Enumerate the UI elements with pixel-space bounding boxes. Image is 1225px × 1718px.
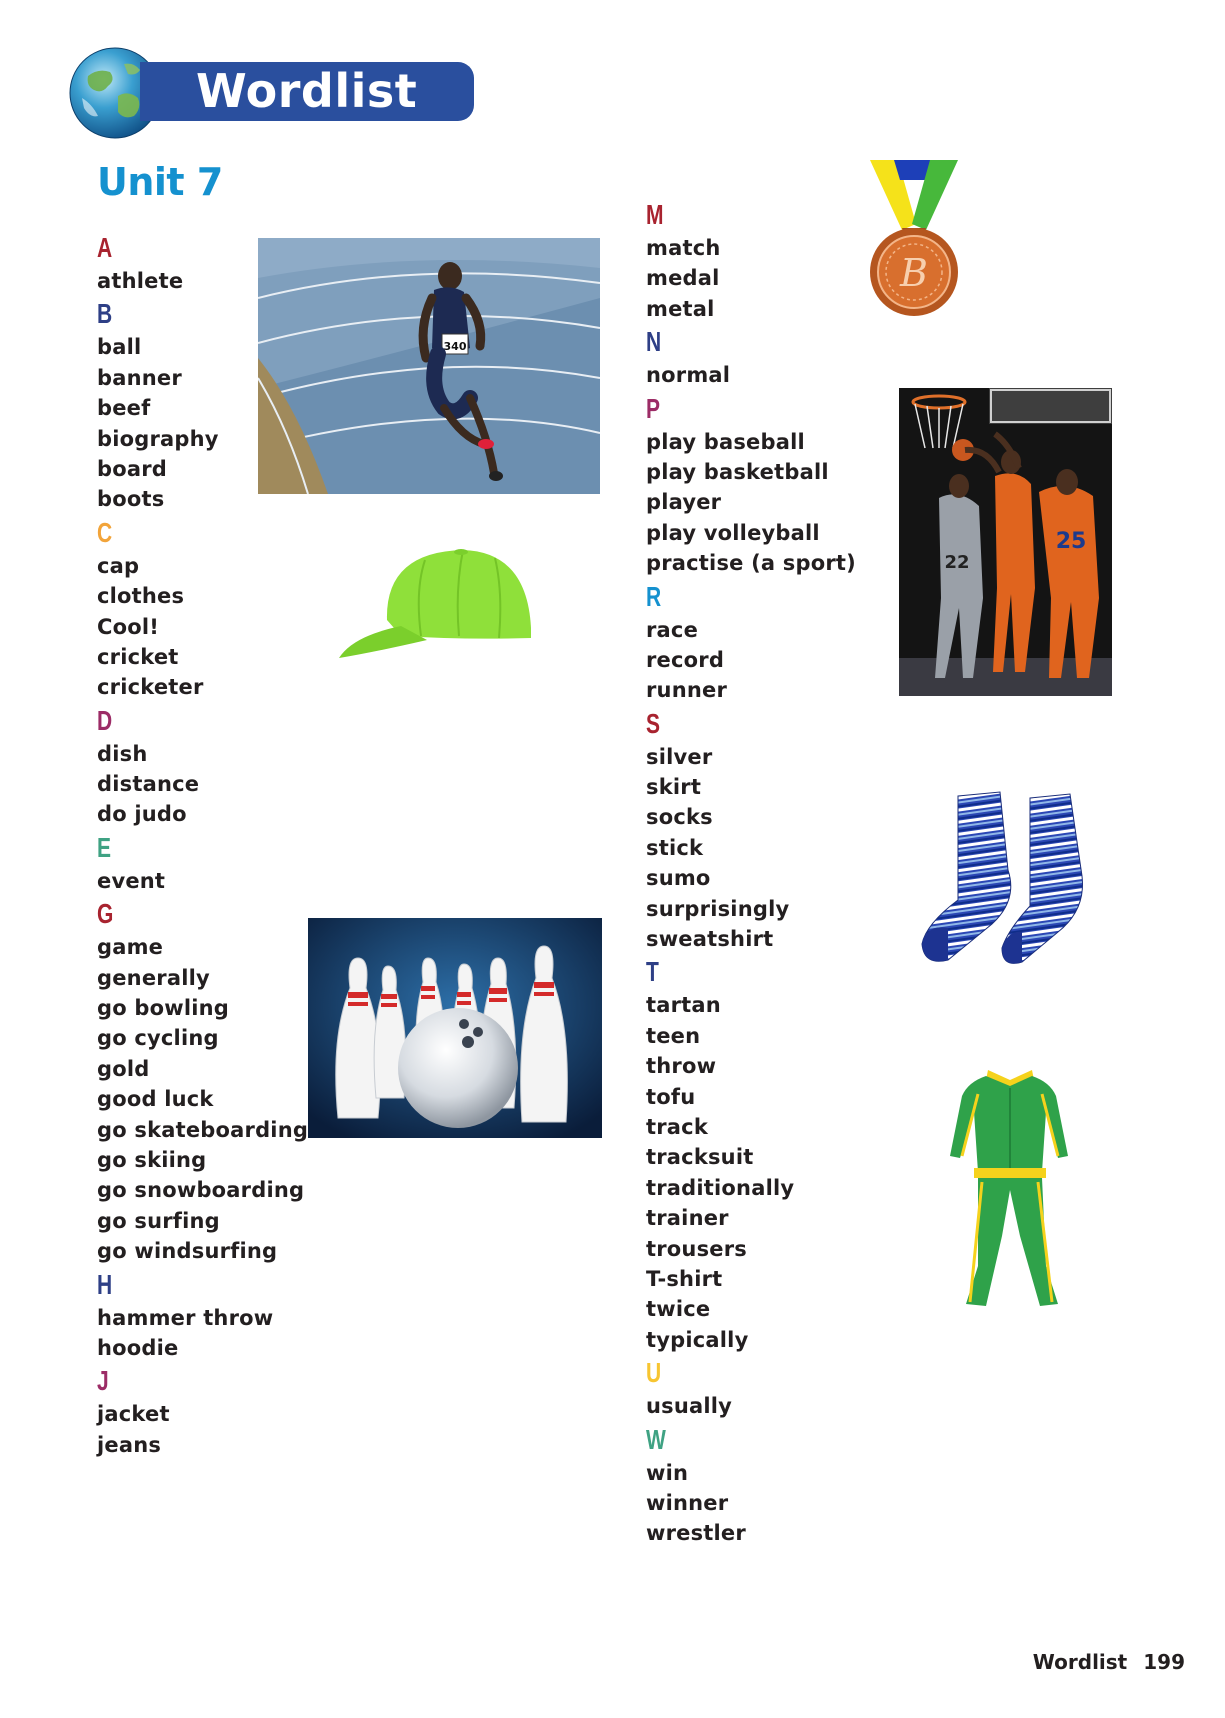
- section-letter: J: [97, 1365, 109, 1397]
- word-item: good luck: [97, 1087, 214, 1112]
- section-letter: M: [646, 199, 664, 230]
- word-item: clothes: [97, 584, 185, 609]
- word-item: hammer throw: [97, 1305, 274, 1330]
- letter-section-m: [646, 197, 856, 324]
- word-item: dish: [97, 741, 148, 766]
- word-item: skirt: [646, 775, 702, 800]
- letter-section-u: [646, 1355, 856, 1421]
- word-item: distance: [97, 772, 200, 797]
- word-item: trainer: [646, 1206, 729, 1231]
- word-item: teen: [646, 1023, 701, 1048]
- word-item: cap: [97, 553, 140, 578]
- letter-section-g: [97, 896, 308, 1266]
- section-letter: T: [646, 956, 659, 988]
- word-item: traditionally: [646, 1175, 795, 1200]
- bib-number: 340: [443, 340, 467, 353]
- wordlist-right-column: [646, 197, 856, 1549]
- letter-section-t: [646, 954, 856, 1355]
- word-item: boots: [97, 487, 165, 512]
- word-item: tracksuit: [646, 1145, 754, 1170]
- word-item: athlete: [97, 269, 184, 293]
- page-title: Wordlist: [196, 64, 418, 118]
- section-letter: N: [646, 326, 662, 358]
- word-item: sumo: [646, 866, 711, 891]
- word-item: play baseball: [646, 429, 805, 454]
- jersey-number-1: 22: [944, 552, 970, 573]
- word-item: go surfing: [97, 1208, 220, 1233]
- word-item: throw: [646, 1054, 717, 1079]
- word-item: generally: [97, 965, 210, 990]
- section-letter: W: [646, 1423, 666, 1455]
- unit-title: Unit 7: [97, 160, 223, 204]
- word-item: usually: [646, 1394, 733, 1419]
- section-letter: D: [97, 704, 113, 736]
- section-letter: P: [646, 392, 661, 424]
- tracksuit-image: [948, 1066, 1072, 1314]
- word-item: player: [646, 490, 722, 515]
- word-item: twice: [646, 1297, 711, 1322]
- word-item: win: [646, 1460, 689, 1485]
- word-item: metal: [646, 296, 715, 321]
- section-letter: G: [97, 898, 114, 930]
- word-item: banner: [97, 365, 182, 390]
- letter-section-p: [646, 391, 856, 579]
- word-item: go snowboarding: [97, 1178, 305, 1203]
- basketball-photo: [899, 388, 1112, 696]
- section-letter: H: [97, 1268, 113, 1300]
- medal-image: [864, 154, 964, 320]
- word-item: winner: [646, 1490, 729, 1515]
- letter-section-h: [97, 1267, 308, 1364]
- word-item: record: [646, 647, 725, 672]
- word-item: cricketer: [97, 675, 204, 700]
- word-item: track: [646, 1114, 708, 1139]
- letter-section-e: [97, 830, 308, 896]
- word-item: go bowling: [97, 996, 230, 1021]
- word-item: normal: [646, 363, 731, 388]
- word-item: biography: [97, 426, 219, 451]
- section-letter: A: [97, 232, 113, 263]
- word-item: sweatshirt: [646, 927, 774, 952]
- section-letter: U: [646, 1357, 662, 1389]
- word-item: runner: [646, 678, 728, 703]
- section-letter: E: [97, 831, 112, 863]
- word-item: T-shirt: [646, 1266, 723, 1291]
- letter-section-n: [646, 324, 856, 390]
- word-item: do judo: [97, 802, 187, 827]
- word-item: tartan: [646, 993, 721, 1018]
- word-item: wrestler: [646, 1521, 746, 1546]
- word-item: tofu: [646, 1084, 696, 1109]
- word-item: silver: [646, 744, 713, 769]
- letter-section-r: [646, 579, 856, 706]
- word-item: match: [646, 236, 721, 260]
- word-item: go skateboarding: [97, 1117, 309, 1142]
- letter-section-d: [97, 703, 308, 830]
- word-item: jacket: [97, 1402, 170, 1427]
- word-item: trousers: [646, 1236, 747, 1261]
- word-item: play basketball: [646, 459, 829, 484]
- page-footer: [1033, 1650, 1185, 1674]
- socks-image: [918, 790, 1104, 968]
- word-item: event: [97, 868, 166, 893]
- word-item: ball: [97, 335, 142, 360]
- word-item: socks: [646, 805, 713, 830]
- cap-image: [335, 540, 535, 662]
- section-letter: B: [97, 298, 113, 330]
- word-item: Cool!: [97, 614, 160, 639]
- letter-section-w: [646, 1422, 856, 1549]
- section-letter: R: [646, 580, 662, 612]
- footer-label: Wordlist: [1032, 1650, 1128, 1674]
- section-letter: S: [646, 707, 661, 739]
- word-item: cricket: [97, 644, 179, 669]
- word-item: typically: [646, 1327, 749, 1352]
- word-item: go cycling: [97, 1026, 219, 1051]
- word-item: beef: [97, 396, 151, 421]
- bowling-photo: [308, 918, 602, 1138]
- word-item: play volleyball: [646, 520, 820, 545]
- word-item: gold: [97, 1056, 150, 1081]
- word-item: go skiing: [97, 1147, 207, 1172]
- letter-section-s: [646, 706, 856, 955]
- medal-letter: B: [900, 251, 928, 295]
- letter-section-c: [97, 515, 308, 703]
- word-item: go windsurfing: [97, 1239, 278, 1264]
- word-item: medal: [646, 266, 720, 291]
- word-item: board: [97, 456, 168, 481]
- word-item: hoodie: [97, 1335, 179, 1360]
- letter-section-j: [97, 1363, 308, 1460]
- word-item: race: [646, 617, 699, 642]
- section-letter: C: [97, 516, 113, 548]
- page-number: 199: [1143, 1650, 1185, 1674]
- word-item: practise (a sport): [646, 551, 856, 576]
- runner-photo: [258, 238, 600, 494]
- word-item: stick: [646, 835, 704, 860]
- word-item: surprisingly: [646, 896, 790, 921]
- word-item: game: [97, 935, 164, 960]
- jersey-number-2: 25: [1055, 529, 1087, 554]
- word-item: jeans: [97, 1432, 162, 1457]
